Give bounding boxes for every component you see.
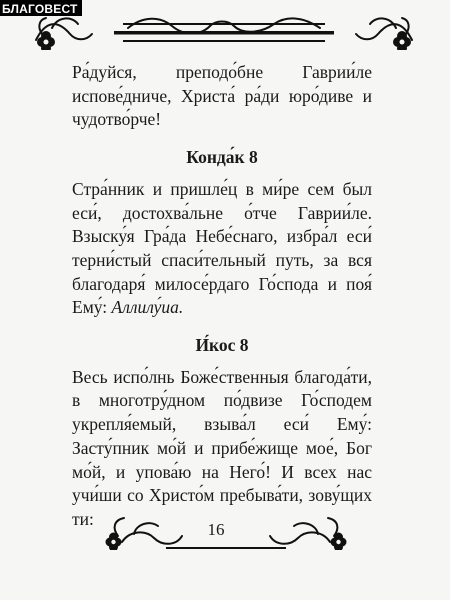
ikos-text: Весь испо́лнь Боже́ственныя благода́ти, в многотру́дном по́двизе Го́сподем укрепля́емый, взыва́л еси́ Ему́: Засту́пник мо́й и прибе́жище мое́, Бог мо́й, и упова́ю на Него́! И всех нас учи́ши со Христо́м пребыва́ти, зову́щих ти:	[72, 366, 372, 529]
intro-text: Ра́дуйся, преподо́бне Гаврии́ле испове́дниче, Христа́ ра́ди юро́диве и чудотво́рче!	[72, 62, 372, 130]
intro-paragraph	[72, 61, 372, 132]
kondak-text-main: Стра́нник и пришле́ц в ми́ре сем был еси́, достохва́льне о́тче Гаврии́ле. Взыску́я Гра́да Небе́снаго, избра́л еси́ терни́стый спаси́тельный путь, за вся благодаря́ милосе́рдаго Го́спода и поя́ Ему́:	[72, 178, 372, 318]
watermark-label: БЛАГОВЕСТ	[0, 0, 82, 16]
bottom-ornament-icon	[96, 506, 356, 550]
page-number: 16	[207, 520, 225, 539]
kondak-paragraph	[72, 178, 372, 320]
top-ornament-icon	[28, 10, 420, 50]
ikos-heading: И́кос 8	[195, 335, 249, 356]
kondak-heading: Конда́к 8	[186, 147, 258, 168]
kondak-alleluia: Аллилу́иа.	[111, 297, 184, 318]
page-content	[72, 61, 372, 532]
